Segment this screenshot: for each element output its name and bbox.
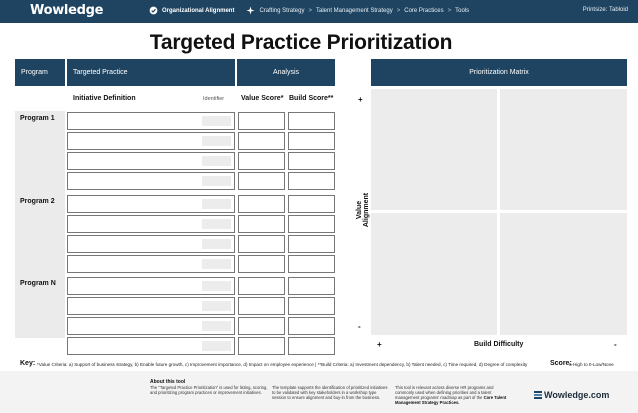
breadcrumb-tools[interactable]: Tools <box>455 7 470 14</box>
sparkle-icon <box>246 6 255 15</box>
build-score-field[interactable] <box>288 317 335 335</box>
build-score-field[interactable] <box>288 297 335 315</box>
table-row <box>67 317 335 335</box>
score-label: Score: <box>550 360 572 367</box>
header-prioritization-matrix: Prioritization Matrix <box>371 59 627 86</box>
breadcrumb-organizational-alignment[interactable]: Organizational Alignment <box>162 7 235 14</box>
build-score-field[interactable] <box>288 112 335 130</box>
build-score-field[interactable] <box>288 235 335 253</box>
breadcrumb-crafting-strategy[interactable]: Crafting Strategy <box>259 7 305 14</box>
header-analysis: Analysis <box>237 59 335 86</box>
identifier-field[interactable] <box>202 281 231 291</box>
table-row <box>67 297 335 315</box>
build-score-field[interactable] <box>288 195 335 213</box>
about-text: The "Targeted Practice Prioritization" is used for listing, scoring, and prioritizing program practices or improvement initiatives. <box>150 385 268 395</box>
table-row <box>67 337 335 355</box>
matrix-quadrant-bottom-right[interactable] <box>500 213 627 335</box>
build-score-field[interactable] <box>288 215 335 233</box>
program-label: Program N <box>20 280 56 287</box>
footer-template-text: The template supports the identification of prioritized initiatives to be validated with key stakeholders in a workshop type session to ensure alignment and buy-in from the business. <box>272 385 388 400</box>
identifier-field[interactable] <box>202 219 231 229</box>
value-score-field[interactable] <box>238 172 285 190</box>
value-score-field[interactable] <box>238 337 285 355</box>
breadcrumb-separator: > <box>396 7 401 14</box>
print-size-label: Printsize: Tabloid <box>582 7 628 13</box>
initiative-definition-field[interactable] <box>67 255 235 273</box>
initiative-definition-field[interactable] <box>67 112 235 130</box>
footer-logo[interactable] <box>534 390 609 400</box>
breadcrumb <box>149 6 469 15</box>
initiative-definition-field[interactable] <box>67 277 235 295</box>
program-label: Program 1 <box>20 115 55 122</box>
build-score-field[interactable] <box>288 337 335 355</box>
initiative-definition-field[interactable] <box>67 152 235 170</box>
top-navigation-bar <box>0 0 638 23</box>
matrix-quadrant-bottom-left[interactable] <box>371 213 497 335</box>
identifier-field[interactable] <box>202 239 231 249</box>
identifier-field[interactable] <box>202 301 231 311</box>
value-score-field[interactable] <box>238 195 285 213</box>
breadcrumb-separator: > <box>308 7 312 14</box>
subheader-identifier: Identifier <box>203 96 225 102</box>
table-row <box>67 277 335 295</box>
identifier-field[interactable] <box>202 176 231 186</box>
footer-relevance-body: This tool is relevant across diverse HR programs and commonly used when defining priorities and a talent management programs' roadmap as part of the <box>395 385 494 400</box>
build-difficulty-high-marker: + <box>377 340 382 349</box>
value-score-field[interactable] <box>238 317 285 335</box>
value-score-field[interactable] <box>238 297 285 315</box>
table-row <box>67 195 335 213</box>
table-row <box>67 132 335 150</box>
value-score-field[interactable] <box>238 132 285 150</box>
value-score-field[interactable] <box>238 277 285 295</box>
value-score-field[interactable] <box>238 112 285 130</box>
footer-relevance-bold: Core Talent Management Strategy Practices. <box>395 395 507 405</box>
subheader-initiative-definition: Initiative Definition <box>73 95 136 102</box>
build-score-field[interactable] <box>288 172 335 190</box>
build-difficulty-axis-label: Build Difficulty <box>474 341 524 348</box>
breadcrumb-talent-management-strategy[interactable]: Talent Management Strategy <box>316 7 393 14</box>
value-score-field[interactable] <box>238 152 285 170</box>
identifier-field[interactable] <box>202 136 231 146</box>
initiative-definition-field[interactable] <box>67 172 235 190</box>
build-score-field[interactable] <box>288 255 335 273</box>
program-label: Program 2 <box>20 198 55 205</box>
header-targeted-practice: Targeted Practice <box>67 59 235 86</box>
initiative-definition-field[interactable] <box>67 297 235 315</box>
identifier-field[interactable] <box>202 259 231 269</box>
key-criteria-text: *Value Criteria: a) Support of business strategy, b) Enable future growth, c) Improvement importance, d) Impact on employee experience | **Build Criteria: a) Investment dependency, b) Talent needed, c) Time required, d) Degree of complexity <box>37 362 528 367</box>
table-row <box>67 152 335 170</box>
key-label: Key: <box>20 360 36 367</box>
about-this-tool <box>150 380 268 395</box>
value-score-field[interactable] <box>238 235 285 253</box>
subheader-build-score: Build Score** <box>289 95 334 102</box>
score-scale-text: 5-High to 0-Low/None <box>569 362 614 367</box>
identifier-field[interactable] <box>202 156 231 166</box>
matrix-quadrant-top-left[interactable] <box>371 89 497 210</box>
value-alignment-low-marker: - <box>358 322 361 331</box>
identifier-field[interactable] <box>202 199 231 209</box>
wowledge-logo[interactable]: Wowledge <box>30 3 104 18</box>
check-circle-icon <box>149 6 158 15</box>
subheader-value-score: Value Score* <box>241 95 284 102</box>
header-program: Program <box>15 59 65 86</box>
build-difficulty-low-marker: - <box>614 340 617 349</box>
initiative-definition-field[interactable] <box>67 215 235 233</box>
identifier-field[interactable] <box>202 116 231 126</box>
identifier-field[interactable] <box>202 321 231 331</box>
build-score-field[interactable] <box>288 132 335 150</box>
initiative-definition-field[interactable] <box>67 317 235 335</box>
build-score-field[interactable] <box>288 152 335 170</box>
value-score-field[interactable] <box>238 215 285 233</box>
footer-relevance-text <box>395 385 509 405</box>
program-column <box>15 111 65 338</box>
table-row <box>67 172 335 190</box>
value-alignment-axis-label: Value Alignment <box>356 192 370 228</box>
initiative-definition-field[interactable] <box>67 195 235 213</box>
matrix-quadrant-top-right[interactable] <box>500 89 627 210</box>
initiative-definition-field[interactable] <box>67 132 235 150</box>
footer <box>0 371 638 413</box>
page-title: Targeted Practice Prioritization <box>149 31 453 54</box>
initiative-definition-field[interactable] <box>67 337 235 355</box>
table-row <box>67 112 335 130</box>
value-alignment-high-marker: + <box>358 95 363 104</box>
table-row <box>67 215 335 233</box>
value-score-field[interactable] <box>238 255 285 273</box>
initiative-definition-field[interactable] <box>67 235 235 253</box>
breadcrumb-core-practices[interactable]: Core Practices <box>404 7 444 14</box>
build-score-field[interactable] <box>288 277 335 295</box>
table-row <box>67 235 335 253</box>
footer-logo-text: Wowledge.com <box>544 390 610 400</box>
about-title: About this tool <box>150 379 186 385</box>
wowledge-mark-icon <box>534 391 542 399</box>
table-row <box>67 255 335 273</box>
identifier-field[interactable] <box>202 341 231 351</box>
breadcrumb-separator: > <box>447 7 452 14</box>
